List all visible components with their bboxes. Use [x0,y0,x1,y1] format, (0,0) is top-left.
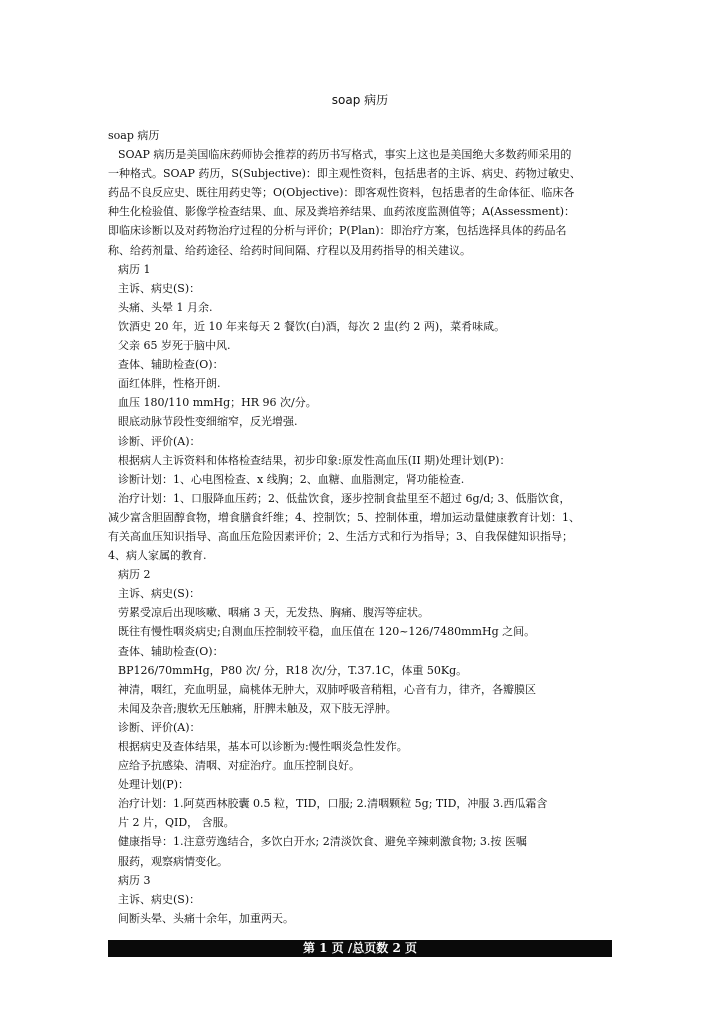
paragraph-line: BP126/70mmHg，P80 次/ 分，R18 次/分，T.37.1C，体重 50Kg。 [118,663,468,677]
paragraph-line: 诊断计划：1、心电图检查、x 线胸；2、血糖、血脂测定，肾功能检查. [118,472,465,486]
paragraph-line: 服药，观察病情变化。 [118,854,228,868]
paragraph-line: 处理计划(P)： [118,778,189,792]
paragraph-line: 4、病人家属的教育. [108,549,207,563]
paragraph-line: 间断头晕、头痛十余年，加重两天。 [118,911,294,925]
paragraph-line: 种生化检验值、影像学检查结果、血、尿及粪培养结果、血药浓度监测值等；A(Assessment)： [108,205,576,219]
paragraph-line: 根据病史及查体结果，基本可以诊断为:慢性咽炎急性发作。 [118,740,408,753]
paragraph-line: 即临床诊断以及对药物治疗过程的分析与评价；P(Plan)：即治疗方案，包括选择具体的药品名 [108,224,567,238]
paragraph-line: 主诉、病史(S)： [118,892,201,906]
paragraph-line: 眼底动脉节段性变细缩窄，反光增强. [118,415,298,429]
paragraph-line: 主诉、病史(S)： [118,587,201,601]
page-title: soap 病历 [331,93,389,107]
page-footer: 第 1 页 /总页数 2 页 [108,940,612,957]
paragraph-line: 查体、辅助检查(O)： [118,644,224,658]
case-heading: 病历 1 [118,262,151,276]
paragraph-line: 治疗计划：1.阿莫西林胶囊 0.5 粒，TID，口服; 2.清咽颗粒 5g; TID，冲服 3.西瓜霜含 [118,797,548,811]
paragraph-line: 饮酒史 20 年，近 10 年来每天 2 餐饮(白)酒，每次 2 盅(约 2 两)，菜肴味咸。 [118,319,506,333]
paragraph-line: 诊断、评价(A)： [118,720,201,734]
paragraph-line: SOAP 病历是美国临床药师协会推荐的药历书写格式，事实上这也是美国绝大多数药师采用的 [118,148,572,162]
case-heading: 病历 3 [118,873,151,887]
paragraph-line: 查体、辅助检查(O)： [118,358,224,372]
case-heading: 病历 2 [118,568,151,582]
document-body [108,126,618,928]
paragraph-line: 健康指导：1.注意劳逸结合，多饮白开水; 2清淡饮食、避免辛辣刺激食物; 3.按 医嘱 [118,835,527,849]
paragraph-line: 父亲 65 岁死于脑中风. [118,339,231,353]
section-heading: soap 病历 [108,129,160,142]
paragraph-line: 诊断、评价(A)： [118,434,201,448]
paragraph-line: 根据病人主诉资料和体格检查结果，初步印象:原发性高血压(II 期)处理计划(P)： [118,453,511,467]
paragraph-line: 劳累受凉后出现咳嗽、咽痛 3 天，无发热、胸痛、腹泻等症状。 [118,606,429,620]
paragraph-line: 神清，咽红，充血明显，扁桃体无肿大，双肺呼吸音稍粗，心音有力，律齐，各瓣膜区 [118,682,536,696]
paragraph-line: 一种格式。SOAP 药历，S(Subjective)：即主观性资料，包括患者的主诉、病史、药物过敏史、 [108,167,581,181]
paragraph-line: 面红体胖，性格开朗. [118,377,221,391]
paragraph-line: 有关高血压知识指导、高血压危险因素评价；2、生活方式和行为指导；3、自我保健知识指导； [108,529,573,543]
paragraph-line: 称、给药剂量、给药途径、给药时间间隔、疗程以及用药指导的相关建议。 [108,243,471,257]
paragraph-line: 头痛、头晕 1 月余. [118,300,213,314]
paragraph-line: 药品不良反应史、既往用药史等；O(Objective)：即客观性资料，包括患者的生命体征、临床各 [108,186,575,200]
paragraph-line: 治疗计划：1、口服降血压药；2、低盐饮食，逐步控制食盐里至不超过 6g/d; 3、低脂饮食， [118,491,571,505]
paragraph-line: 未闻及杂音;腹软无压触痛，肝脾未触及，双下肢无浮肿。 [118,701,397,715]
paragraph-line: 主诉、病史(S)： [118,281,201,295]
paragraph-line: 血压 180/110 mmHg；HR 96 次/分。 [118,396,317,410]
paragraph-line: 减少富含胆固醇食物，增食膳食纤维；4、控制饮；5、控制体重，增加运动量健康教育计划：1、 [108,510,580,524]
paragraph-line: 既往有慢性咽炎病史;自测血压控制较平稳，血压值在 120~126/7480mmHg 之间。 [118,625,536,639]
paragraph-line: 片 2 片，QID， 含服。 [118,816,235,830]
paragraph-line: 应给予抗感染、清咽、对症治疗。血压控制良好。 [118,759,360,773]
